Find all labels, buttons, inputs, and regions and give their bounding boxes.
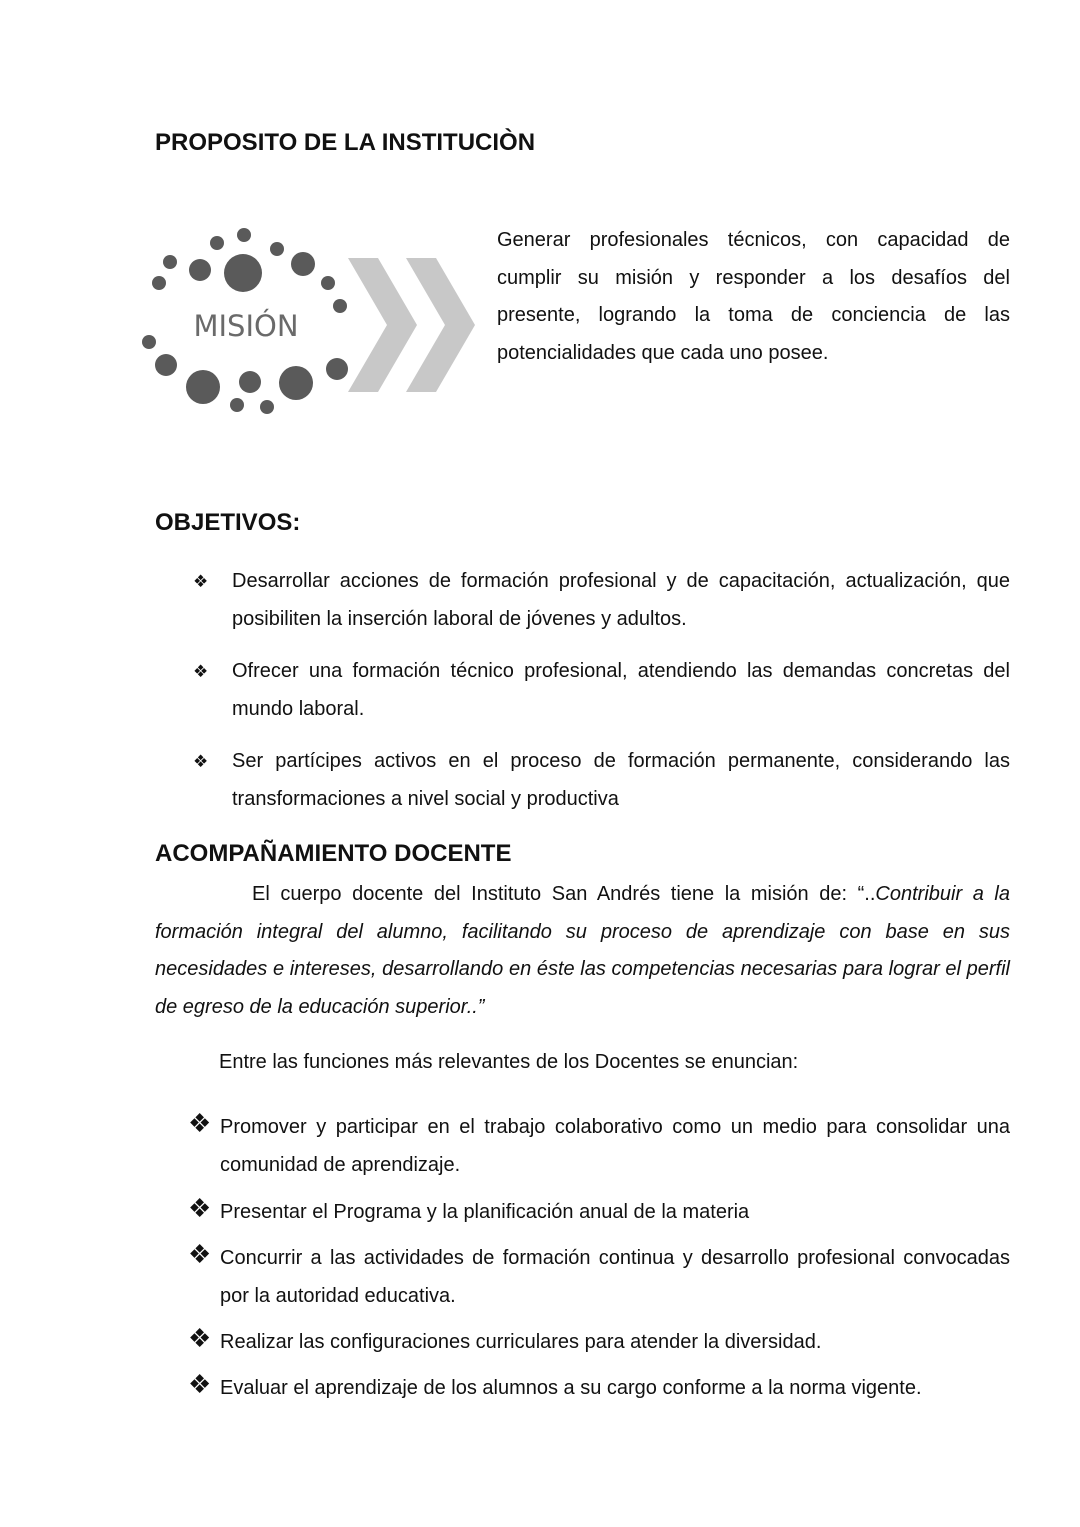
bullet-icon: ❖	[188, 1239, 212, 1269]
bullet-icon: ❖	[193, 752, 209, 771]
heading-acompanamiento: ACOMPAÑAMIENTO DOCENTE	[155, 840, 512, 867]
bullet-icon: ❖	[188, 1323, 212, 1353]
bullet-icon: ❖	[188, 1369, 212, 1399]
dots-ring-icon	[142, 228, 475, 414]
bullet-icon: ❖	[188, 1193, 212, 1223]
heading-objetivos: OBJETIVOS:	[155, 509, 301, 536]
heading-proposito: PROPOSITO DE LA INSTITUCIÒN	[155, 129, 536, 156]
bullet-icon: ❖	[193, 572, 209, 591]
mision-text: Generar profesionales técnicos, con capacidad de cumplir su misión y responder a los desafíos del presente, logrando la toma de conciencia de las potencialidades que cada uno posee.	[497, 229, 1010, 365]
bullet-icon: ❖	[188, 1108, 212, 1138]
mision-logo	[130, 215, 490, 425]
bullet-icon: ❖	[193, 662, 209, 681]
funciones-intro: Entre las funciones más relevantes de los Docentes se enuncian:	[219, 1051, 799, 1073]
mision-logo-text: MISIÓN	[193, 309, 299, 343]
acompanamiento-paragraph: El cuerpo docente del Instituto San Andrés tiene la misión de: “..Contribuir a la formación integral del alumno, facilitando su proceso de aprendizaje con base en sus necesidades e intereses, desarrollando en éste las competencias necesarias para lograr el perfil de egreso de la educación superior..”	[155, 883, 1010, 1019]
chevron-right-icon	[348, 258, 417, 392]
